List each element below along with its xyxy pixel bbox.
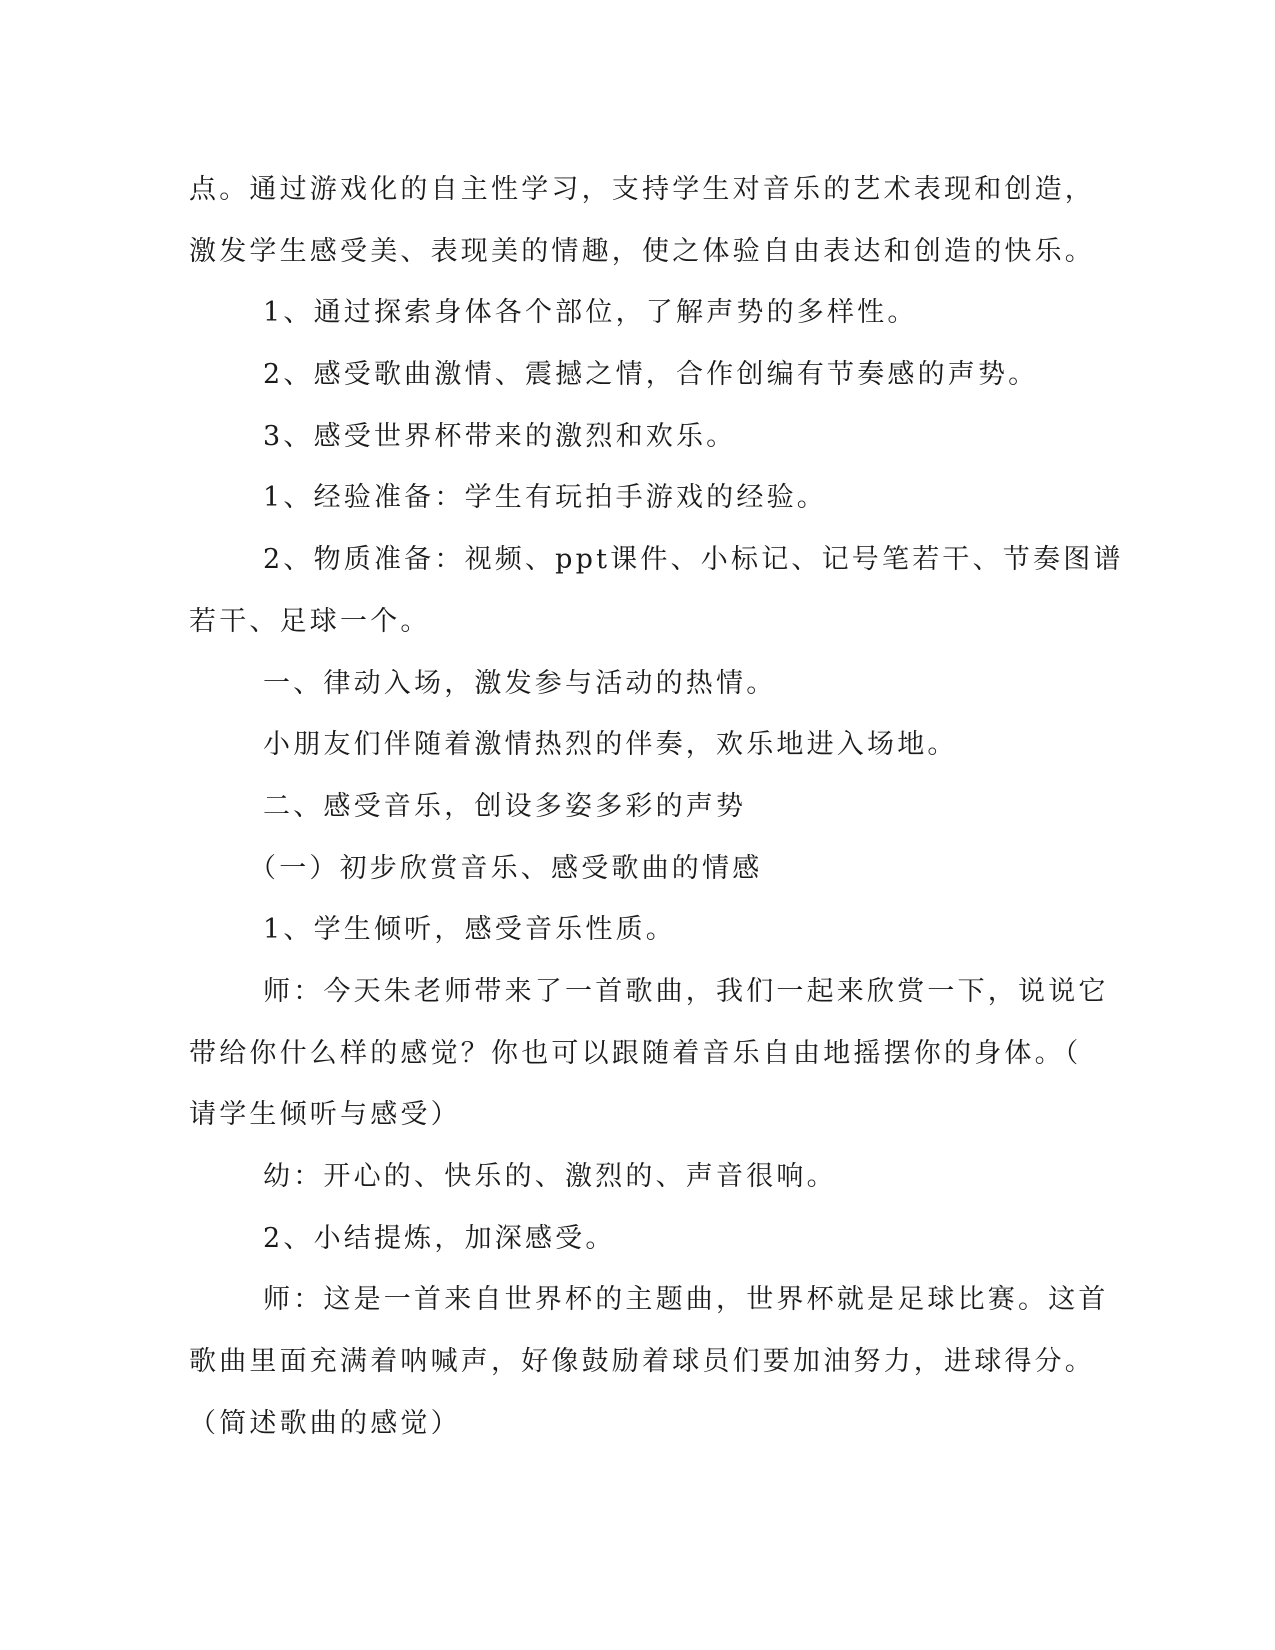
dialogue-line: 幼：开心的、快乐的、激烈的、声音很响。 [263,1161,837,1192]
preparation-item: 1、经验准备：学生有玩拍手游戏的经验。 [263,482,827,514]
paragraph-line: 带给你什么样的感觉？你也可以跟随着音乐自由地摇摆你的身体。（ [189,1037,1082,1069]
dialogue-line: 师：今天朱老师带来了一首歌曲，我们一起来欣赏一下，说说它 [263,975,1109,1007]
paragraph-line: 小朋友们伴随着激情热烈的伴奏，欢乐地进入场地。 [263,729,958,761]
paragraph-line: （简述歌曲的感觉） [189,1407,461,1439]
step-item: 2、小结提炼，加深感受。 [263,1222,616,1254]
objective-item: 1、通过探索身体各个部位，了解声势的多样性。 [263,297,918,329]
objective-item: 3、感受世界杯带来的激烈和欢乐。 [263,420,737,452]
preparation-item: 2、物质准备：视频、ppt课件、小标记、记号笔若干、节奏图谱 [263,544,1124,576]
subsection-heading: （一）初步欣赏音乐、感受歌曲的情感 [249,852,763,884]
paragraph-line: 点。通过游戏化的自主性学习，支持学生对音乐的艺术表现和创造， [189,174,1095,205]
objective-item: 2、感受歌曲激情、震撼之情，合作创编有节奏感的声势。 [263,359,1039,391]
step-item: 1、学生倾听，感受音乐性质。 [263,914,676,946]
paragraph-line: 请学生倾听与感受） [189,1099,461,1131]
document-body [189,166,1124,1461]
paragraph-line: 若干、足球一个。 [189,605,431,637]
dialogue-line: 师：这是一首来自世界杯的主题曲，世界杯就是足球比赛。这首 [263,1284,1109,1316]
section-heading: 一、律动入场，激发参与活动的热情。 [263,667,777,699]
paragraph-line: 激发学生感受美、表现美的情趣，使之体验自由表达和创造的快乐。 [189,235,1095,267]
paragraph-line: 歌曲里面充满着呐喊声，好像鼓励着球员们要加油努力，进球得分。 [189,1346,1095,1378]
section-heading: 二、感受音乐，创设多姿多彩的声势 [263,790,747,822]
